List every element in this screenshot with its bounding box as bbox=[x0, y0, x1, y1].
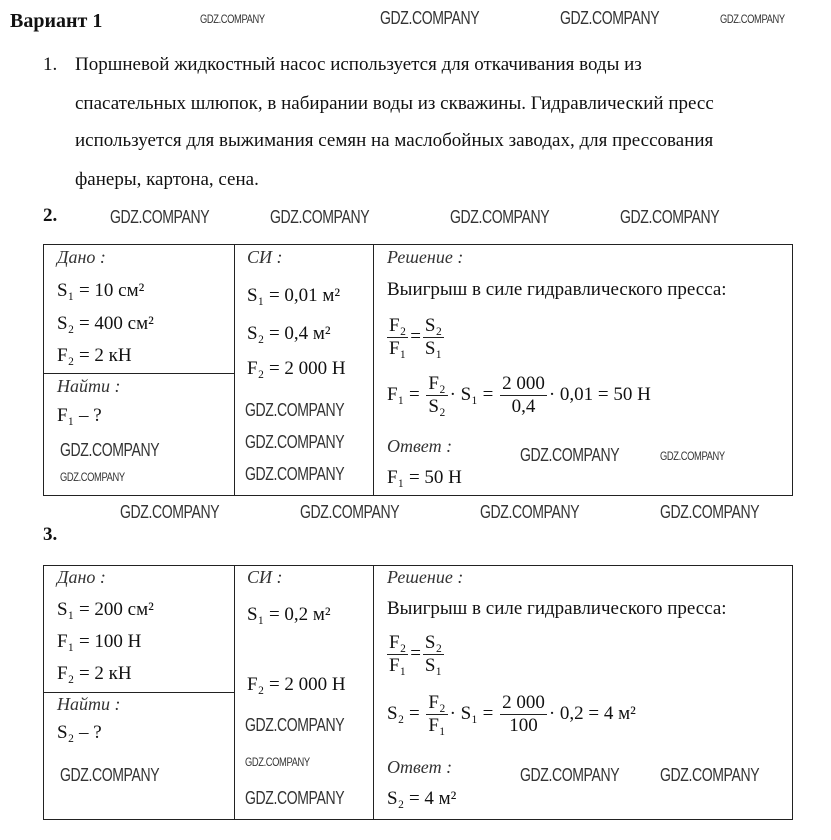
si-item: S₁ = 0,01 м² bbox=[247, 285, 341, 306]
watermark: GDZ.COMPANY bbox=[245, 715, 345, 735]
watermark: GDZ.COMPANY bbox=[660, 449, 725, 463]
lhs: S₂ = bbox=[387, 702, 420, 724]
rhs: · 0,2 = 4 м² bbox=[548, 702, 636, 724]
si-item: F₂ = 2 000 Н bbox=[247, 358, 346, 379]
watermark: GDZ.COMPANY bbox=[245, 400, 345, 420]
si-item: F₂ = 2 000 Н bbox=[247, 674, 346, 695]
divider bbox=[373, 244, 374, 495]
calc-formula bbox=[387, 692, 636, 737]
numerator: S₂ bbox=[424, 632, 443, 653]
mid: · S₁ = bbox=[449, 383, 494, 405]
answer-label: Ответ : bbox=[387, 757, 453, 777]
denominator: 100 bbox=[509, 715, 538, 736]
watermark: GDZ.COMPANY bbox=[245, 432, 345, 452]
find-label: Найти : bbox=[57, 694, 121, 714]
solution-label: Решение : bbox=[387, 567, 464, 587]
watermark: GDZ.COMPANY bbox=[245, 788, 345, 808]
denominator: S₁ bbox=[424, 655, 443, 676]
watermark: GDZ.COMPANY bbox=[60, 765, 160, 785]
watermark: GDZ.COMPANY bbox=[245, 755, 310, 769]
watermark: GDZ.COMPANY bbox=[245, 464, 345, 484]
find-item: F₁ – ? bbox=[57, 405, 102, 426]
watermark: GDZ.COMPANY bbox=[560, 8, 660, 28]
variant-title: Вариант 1 bbox=[10, 10, 103, 32]
answer: F₁ = 50 Н bbox=[387, 467, 462, 488]
task-number: 3. bbox=[43, 524, 58, 545]
rhs: · 0,01 = 50 Н bbox=[548, 383, 651, 405]
calc-formula bbox=[387, 373, 651, 418]
find-item: S₂ – ? bbox=[57, 722, 102, 743]
watermark: GDZ.COMPANY bbox=[380, 8, 480, 28]
paragraph-line: используется для выжимания семян на маслобойных заводах, для прессования bbox=[75, 130, 714, 151]
solution-intro: Выигрыш в силе гидравлического пресса: bbox=[387, 279, 727, 300]
si-item: S₁ = 0,2 м² bbox=[247, 604, 331, 625]
denominator: S₁ bbox=[424, 338, 443, 359]
watermark: GDZ.COMPANY bbox=[270, 207, 370, 227]
watermark: GDZ.COMPANY bbox=[110, 207, 210, 227]
watermark: GDZ.COMPANY bbox=[450, 207, 550, 227]
numerator: 2 000 bbox=[502, 373, 545, 394]
numerator: F₂ bbox=[428, 373, 446, 394]
watermark: GDZ.COMPANY bbox=[720, 12, 785, 26]
denominator: F₁ bbox=[389, 655, 407, 676]
divider bbox=[373, 565, 374, 819]
equals: = bbox=[410, 325, 421, 347]
task-number: 2. bbox=[43, 205, 58, 226]
denominator: F₁ bbox=[389, 338, 407, 359]
lhs: F₁ = bbox=[387, 383, 420, 405]
find-label: Найти : bbox=[57, 376, 121, 396]
given-item: S₁ = 200 см² bbox=[57, 599, 154, 620]
equals: = bbox=[410, 642, 421, 664]
given-item: F₂ = 2 кН bbox=[57, 345, 132, 366]
paragraph-line: Поршневой жидкостный насос используется для откачивания воды из bbox=[75, 54, 642, 75]
given-item: F₁ = 100 Н bbox=[57, 631, 142, 652]
ratio-formula bbox=[385, 632, 446, 677]
answer-label: Ответ : bbox=[387, 436, 453, 456]
numerator: 2 000 bbox=[502, 692, 545, 713]
mid: · S₁ = bbox=[449, 702, 494, 724]
watermark: GDZ.COMPANY bbox=[60, 470, 125, 484]
denominator: 0,4 bbox=[511, 396, 536, 417]
divider bbox=[43, 692, 234, 693]
si-label: СИ : bbox=[247, 567, 283, 587]
si-label: СИ : bbox=[247, 247, 283, 267]
given-item: S₂ = 400 см² bbox=[57, 313, 154, 334]
si-item: S₂ = 0,4 м² bbox=[247, 323, 331, 344]
solution-intro: Выигрыш в силе гидравлического пресса: bbox=[387, 598, 727, 619]
numerator: S₂ bbox=[424, 315, 443, 336]
given-label: Дано : bbox=[57, 567, 106, 587]
watermark: GDZ.COMPANY bbox=[520, 445, 620, 465]
answer: S₂ = 4 м² bbox=[387, 788, 457, 809]
divider bbox=[234, 244, 235, 495]
given-item: S₁ = 10 см² bbox=[57, 280, 145, 301]
ratio-formula bbox=[385, 315, 446, 360]
watermark: GDZ.COMPANY bbox=[660, 502, 760, 522]
numerator: F₂ bbox=[389, 632, 407, 653]
watermark: GDZ.COMPANY bbox=[60, 440, 160, 460]
paragraph-line: спасательных шлюпок, в набирании воды из скважины. Гидравлический пресс bbox=[75, 93, 714, 114]
solution-label: Решение : bbox=[387, 247, 464, 267]
watermark: GDZ.COMPANY bbox=[120, 502, 220, 522]
numerator: F₂ bbox=[428, 692, 446, 713]
watermark: GDZ.COMPANY bbox=[480, 502, 580, 522]
paragraph-line: фанеры, картона, сена. bbox=[75, 169, 259, 190]
watermark: GDZ.COMPANY bbox=[200, 12, 265, 26]
divider bbox=[43, 373, 234, 374]
watermark: GDZ.COMPANY bbox=[520, 765, 620, 785]
given-label: Дано : bbox=[57, 247, 106, 267]
task-number: 1. bbox=[43, 54, 58, 75]
watermark: GDZ.COMPANY bbox=[620, 207, 720, 227]
numerator: F₂ bbox=[389, 315, 407, 336]
watermark: GDZ.COMPANY bbox=[300, 502, 400, 522]
watermark: GDZ.COMPANY bbox=[660, 765, 760, 785]
denominator: F₁ bbox=[428, 715, 446, 736]
given-item: F₂ = 2 кН bbox=[57, 663, 132, 684]
denominator: S₂ bbox=[428, 396, 446, 417]
divider bbox=[234, 565, 235, 819]
